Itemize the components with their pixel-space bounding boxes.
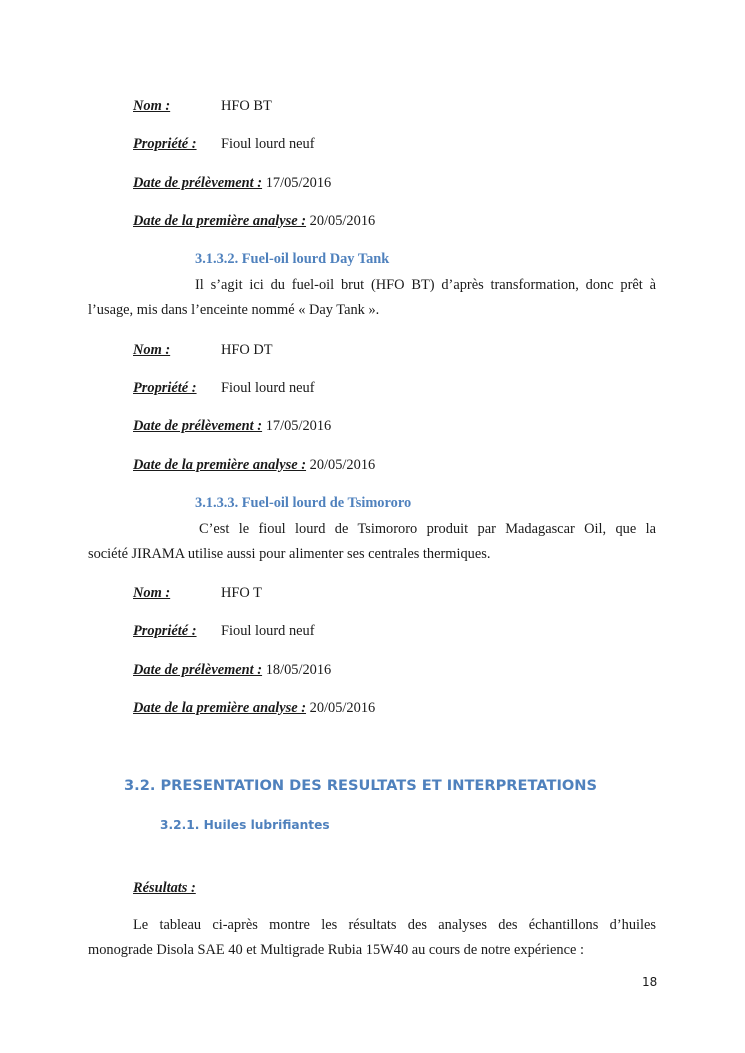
sample-name-row (133, 584, 262, 602)
analysis-date-value: 20/05/2016 (309, 213, 376, 229)
analysis-date-value: 20/05/2016 (309, 700, 376, 716)
section-heading-3133: 3.1.3.3. Fuel-oil lourd de Tsimororo (195, 495, 412, 511)
analysis-date-label: Date de la première analyse : (133, 457, 307, 473)
page-number: 18 (642, 975, 658, 989)
sample-property-label: Propriété : (133, 380, 197, 396)
sampling-date-label: Date de prélèvement : (133, 418, 263, 434)
sample-name-value: HFO BT (221, 98, 272, 114)
sample-name-row (133, 341, 273, 359)
sample-property-label: Propriété : (133, 136, 197, 152)
sampling-date-label: Date de prélèvement : (133, 662, 263, 678)
section-heading-321: 3.2.1. Huiles lubrifiantes (160, 818, 330, 832)
sampling-date-label: Date de prélèvement : (133, 175, 263, 191)
sample-name-label: Nom : (133, 342, 171, 358)
sample-property-value: Fioul lourd neuf (221, 623, 315, 639)
sampling-date-row (133, 661, 331, 679)
analysis-date-row (133, 212, 375, 230)
sampling-date-value: 17/05/2016 (265, 418, 332, 434)
paragraph-line: l’usage, mis dans l’enceinte nommé « Day Tank ». (88, 302, 380, 318)
sample-property-row (133, 379, 315, 397)
paragraph-line: C’est le fioul lourd de Tsimororo produit par Madagascar Oil, que la (199, 521, 656, 537)
sample-name-value: HFO T (221, 585, 262, 601)
analysis-date-row (133, 699, 375, 717)
sampling-date-row (133, 174, 331, 192)
paragraph-line: Le tableau ci-après montre les résultats des analyses des échantillons d’huiles (133, 917, 656, 933)
analysis-date-row (133, 456, 375, 474)
sampling-date-value: 17/05/2016 (265, 175, 332, 191)
results-paragraph (88, 913, 656, 963)
sample-property-row (133, 622, 315, 640)
section-heading-32: 3.2. PRESENTATION DES RESULTATS ET INTERPRETATIONS (124, 777, 598, 794)
sample-property-value: Fioul lourd neuf (221, 380, 315, 396)
paragraph-line: Il s’agit ici du fuel-oil brut (HFO BT) d’après transformation, donc prêt à (195, 277, 656, 293)
analysis-date-label: Date de la première analyse : (133, 213, 307, 229)
sample-name-label: Nom : (133, 98, 171, 114)
results-label-row (133, 879, 196, 897)
paragraph-line: monograde Disola SAE 40 et Multigrade Rubia 15W40 au cours de notre expérience : (88, 942, 584, 958)
sample-name-label: Nom : (133, 585, 171, 601)
section-paragraph-3133 (88, 517, 656, 567)
analysis-date-label: Date de la première analyse : (133, 700, 307, 716)
results-label: Résultats : (133, 880, 196, 896)
sampling-date-value: 18/05/2016 (265, 662, 332, 678)
sample-property-label: Propriété : (133, 623, 197, 639)
sampling-date-row (133, 417, 331, 435)
sample-property-row (133, 135, 315, 153)
section-paragraph-3132 (88, 273, 656, 323)
section-heading-3132: 3.1.3.2. Fuel-oil lourd Day Tank (195, 251, 390, 267)
sample-property-value: Fioul lourd neuf (221, 136, 315, 152)
analysis-date-value: 20/05/2016 (309, 457, 376, 473)
sample-name-value: HFO DT (221, 342, 273, 358)
sample-name-row (133, 97, 272, 115)
paragraph-line: société JIRAMA utilise aussi pour alimenter ses centrales thermiques. (88, 546, 491, 562)
